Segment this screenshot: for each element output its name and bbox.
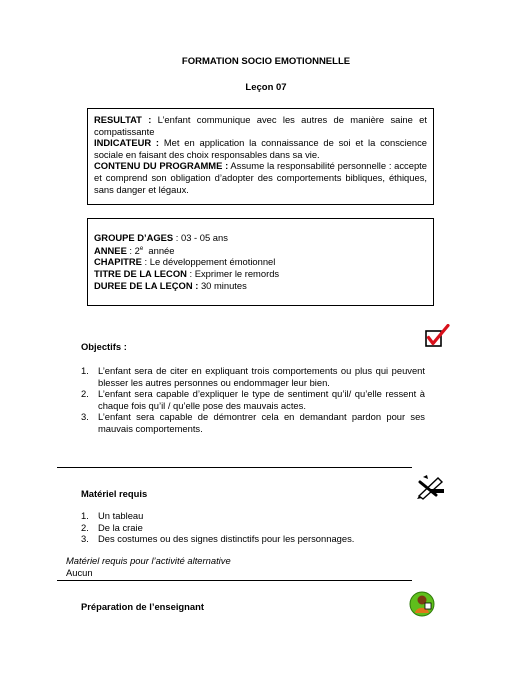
page-title: FORMATION SOCIO EMOTIONNELLE: [181, 56, 351, 67]
contenu-label: CONTENU DU PROGRAMME :: [94, 160, 229, 172]
annee-sup: e: [139, 245, 144, 252]
contenu-text: Assume la responsabilité personnelle : accepte et comprend son obligation d’adopter des comportements bibliques, éthiques, sans danger et légaux.: [94, 160, 427, 195]
resultat-text: L’enfant communique avec les autres de manière saine et compatissante: [94, 114, 427, 137]
list-item: [81, 522, 401, 534]
list-text: L’enfant sera capable d’expliquer le type de sentiment qu’il/ qu’elle ressent à chaque fois qu’il / qu’elle pose des mauvais actes.: [98, 388, 425, 411]
list-text: De la craie: [98, 521, 143, 533]
duree-value: 30 minutes: [198, 279, 247, 291]
list-text: Un tableau: [98, 510, 144, 521]
alt-materiel-value: Aucun: [66, 567, 93, 578]
section-divider: [57, 580, 412, 581]
list-number: 2.: [81, 521, 89, 533]
annee-suffix: année: [143, 244, 175, 256]
contenu-paragraph: [94, 160, 427, 195]
groupe-row: [94, 232, 427, 244]
list-number: 1.: [81, 510, 89, 521]
objectifs-list: [81, 365, 425, 435]
list-item: [81, 388, 425, 411]
titre-value: : Exprimer le remords: [186, 267, 280, 279]
list-text: Des costumes ou des signes distinctifs pour les personnages.: [98, 533, 355, 545]
chapitre-label: CHAPITRE: [94, 256, 142, 268]
list-item: [81, 365, 425, 388]
annee-row: [94, 244, 427, 257]
list-item: [81, 411, 425, 434]
list-number: 3.: [81, 411, 89, 423]
chapitre-value: : Le développement émotionnel: [141, 256, 276, 268]
titre-label: TITRE DE LA LECON: [94, 267, 187, 279]
objectifs-title: Objectifs :: [81, 341, 127, 352]
lesson-info-box: [87, 218, 434, 306]
list-number: 1.: [81, 365, 89, 376]
duree-label: DUREE DE LA LEÇON :: [94, 279, 199, 291]
alt-materiel-title: Matériel requis pour l’activité alternative: [66, 555, 231, 566]
list-number: 3.: [81, 533, 89, 545]
duree-row: [94, 280, 427, 292]
list-item: [81, 510, 401, 522]
titre-row: [94, 268, 427, 280]
annee-label: ANNEE: [94, 244, 127, 256]
preparation-title: Préparation de l’enseignant: [81, 601, 204, 612]
groupe-value: : 03 - 05 ans: [173, 232, 228, 243]
chapitre-row: [94, 256, 427, 268]
list-number: 2.: [81, 388, 89, 400]
list-text: L’enfant sera de citer en expliquant trois comportements ou plus qui peuvent blesser les autres personnes ou endommager leur bien.: [98, 365, 425, 388]
list-item: [81, 533, 401, 545]
materiel-list: [81, 510, 401, 545]
materiel-title: Matériel requis: [81, 488, 148, 499]
teacher-icon: [409, 591, 435, 617]
outcome-box: [87, 108, 434, 205]
checkbox-check-icon: [424, 324, 450, 348]
list-text: L’enfant sera capable de démontrer cela en demandant pardon pour ses mauvais comportements.: [98, 411, 425, 434]
indicateur-text: Met en application la connaissance de soi et la conscience sociale en faisant des choix responsables dans sa vie.: [94, 137, 428, 160]
indicateur-paragraph: [94, 137, 427, 160]
annee-prefix: : 2: [126, 244, 140, 256]
groupe-label: GROUPE D’AGES: [94, 232, 174, 243]
resultat-label: RESULTAT :: [94, 114, 152, 125]
resultat-paragraph: [94, 114, 427, 137]
indicateur-label: INDICATEUR :: [94, 137, 160, 149]
section-divider: [57, 467, 412, 468]
pencil-tools-icon: [416, 474, 446, 500]
lesson-number: Leçon 07: [245, 82, 287, 93]
